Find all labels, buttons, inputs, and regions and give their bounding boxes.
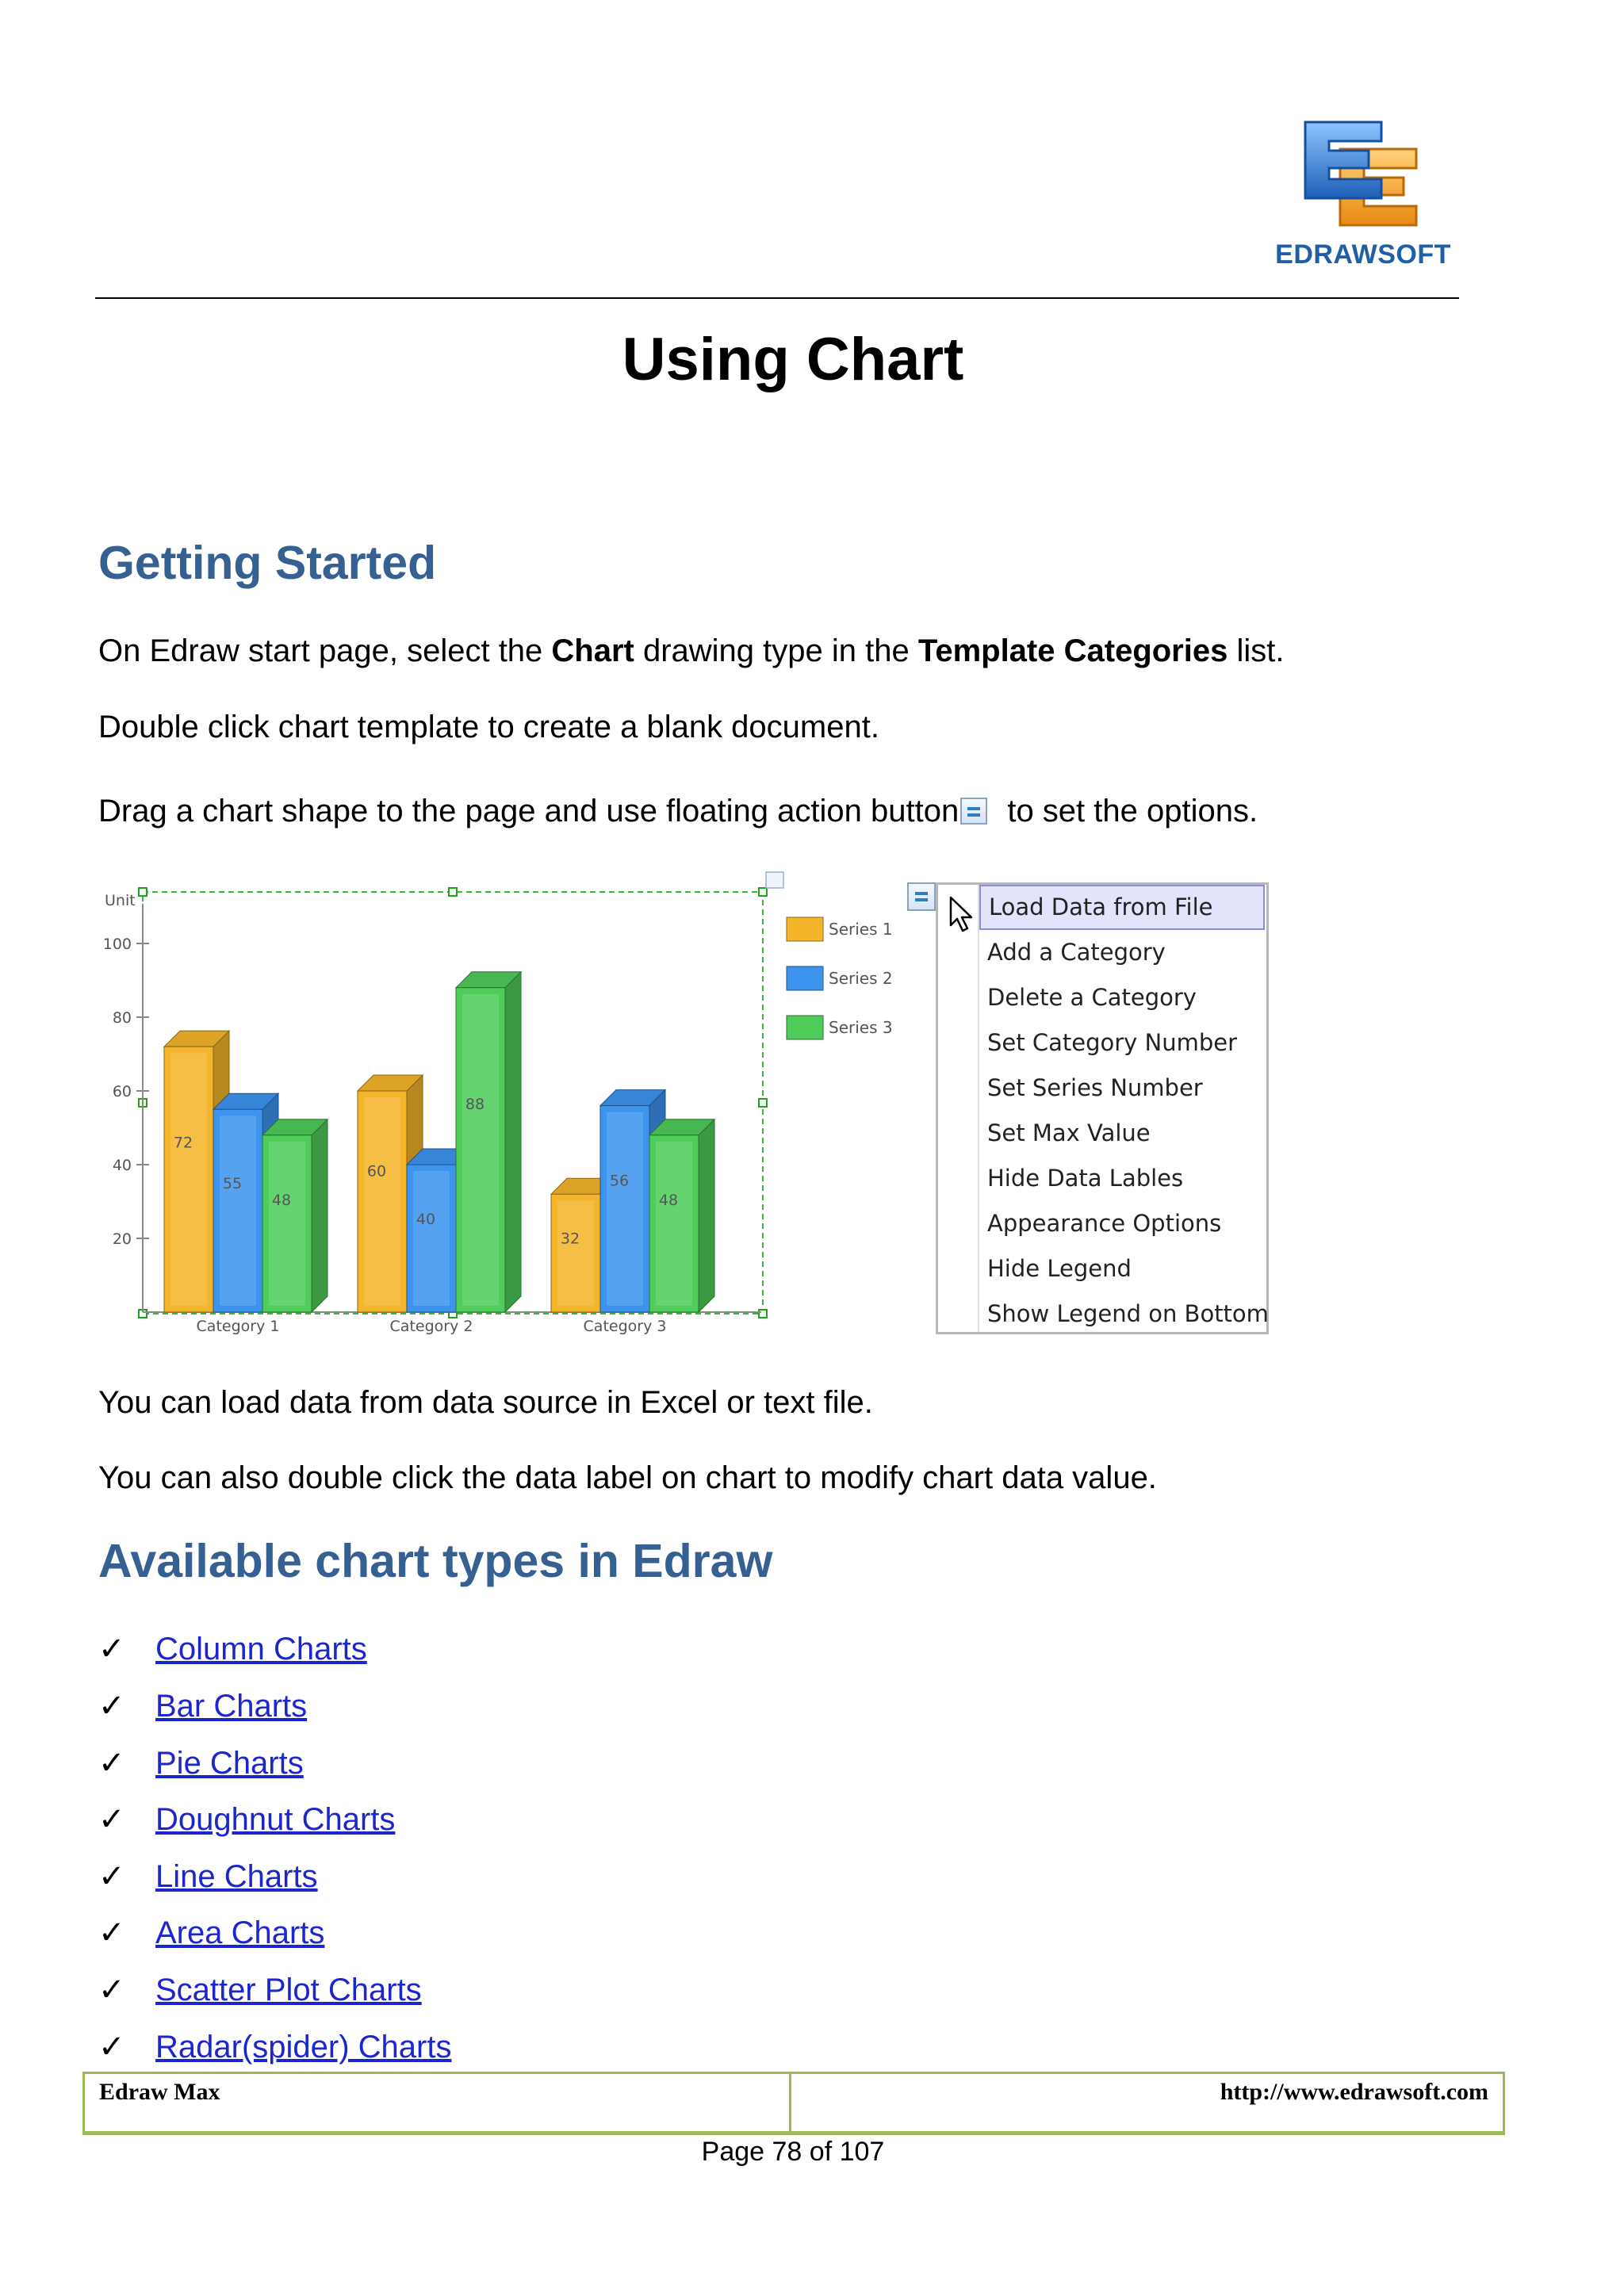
- menu-float-button-icon[interactable]: [907, 882, 936, 911]
- category-label: Category 3: [583, 1318, 667, 1335]
- selection-handle: [759, 888, 767, 896]
- link-radar-charts[interactable]: Radar(spider) Charts: [155, 2030, 452, 2064]
- paragraph-drag-shape: [98, 792, 1258, 830]
- page-footer: [82, 2072, 1505, 2135]
- bar-highlight: [170, 1053, 207, 1306]
- bar-highlight: [557, 1200, 594, 1306]
- menu-item-appearance-options[interactable]: Appearance Options: [987, 1210, 1222, 1237]
- y-axis-label: Unit: [105, 892, 136, 909]
- checkmark-icon: ✓: [98, 1746, 125, 1781]
- bar-highlight: [413, 1171, 450, 1306]
- section-heading-chart-types: Available chart types in Edraw: [98, 1535, 773, 1587]
- list-item: [98, 1627, 367, 1671]
- legend-swatch: [787, 1016, 823, 1039]
- y-tick-label: 100: [102, 936, 132, 953]
- data-label: 60: [366, 1162, 387, 1181]
- paragraph-double-click: Double click chart template to create a blank document.: [98, 710, 879, 744]
- list-item: [98, 2025, 451, 2069]
- bar-highlight: [462, 994, 499, 1306]
- y-tick-label: 60: [112, 1083, 132, 1100]
- paragraph-load-data: You can load data from data source in Excel or text file.: [98, 1385, 873, 1420]
- menu-item-add-category[interactable]: Add a Category: [987, 939, 1166, 966]
- menu-item-load-data[interactable]: Load Data from File: [979, 885, 1265, 930]
- link-bar-charts[interactable]: Bar Charts: [155, 1689, 308, 1724]
- chart-float-button: [766, 872, 783, 888]
- legend-label: Series 3: [829, 1018, 893, 1037]
- link-area-charts[interactable]: Area Charts: [155, 1915, 325, 1950]
- y-tick-label: 20: [112, 1230, 132, 1248]
- menu-item-show-legend-bottom[interactable]: Show Legend on Bottom: [987, 1300, 1269, 1327]
- checkmark-icon: ✓: [98, 1689, 125, 1724]
- data-label: 32: [560, 1230, 580, 1248]
- menu-item-set-category-number[interactable]: Set Category Number: [987, 1029, 1238, 1056]
- link-pie-charts[interactable]: Pie Charts: [155, 1746, 304, 1781]
- data-label: 40: [416, 1211, 436, 1229]
- chart-context-menu: [936, 882, 1269, 1334]
- data-label: 72: [173, 1134, 193, 1152]
- selection-handle: [449, 888, 457, 896]
- bold-text-chart: Chart: [551, 633, 634, 668]
- text-span: list.: [1228, 633, 1285, 668]
- text-span: Drag a chart shape to the page and use floating action button: [98, 794, 959, 828]
- text-span: On Edraw start page, select the: [98, 633, 552, 668]
- checkmark-icon: ✓: [98, 1802, 125, 1837]
- bold-text-template-categories: Template Categories: [917, 633, 1228, 668]
- data-label: 48: [271, 1191, 292, 1209]
- data-label: 55: [222, 1174, 243, 1192]
- bar-side: [505, 972, 521, 1312]
- bar-highlight: [220, 1115, 256, 1306]
- legend-swatch: [787, 917, 823, 941]
- menu-icon-gutter: [938, 885, 979, 1332]
- link-column-charts[interactable]: Column Charts: [155, 1632, 367, 1667]
- column-chart-example: [87, 864, 904, 1340]
- bar-highlight: [269, 1142, 305, 1306]
- y-tick-label: 40: [112, 1157, 132, 1174]
- edrawsoft-logo-icon: [1300, 117, 1427, 232]
- footer-divider: [789, 2074, 791, 2133]
- y-tick-label: 80: [112, 1009, 132, 1027]
- menu-item-hide-data-labels[interactable]: Hide Data Lables: [987, 1165, 1184, 1192]
- data-label: 48: [658, 1191, 679, 1209]
- list-item: [98, 1684, 307, 1728]
- link-scatter-plot-charts[interactable]: Scatter Plot Charts: [155, 1973, 422, 2007]
- page-number: Page 78 of 107: [701, 2137, 885, 2167]
- checkmark-icon: ✓: [98, 2030, 125, 2064]
- category-label: Category 2: [389, 1318, 473, 1335]
- menu-item-set-series-number[interactable]: Set Series Number: [987, 1074, 1203, 1101]
- list-item: [98, 1854, 318, 1899]
- checkmark-icon: ✓: [98, 1632, 125, 1667]
- text-span: drawing type in the: [634, 633, 918, 668]
- menu-item-set-max-value[interactable]: Set Max Value: [987, 1119, 1151, 1146]
- list-item: [98, 1911, 324, 1955]
- footer-product-name: Edraw Max: [99, 2079, 220, 2105]
- mouse-cursor-icon: [948, 895, 975, 933]
- data-label: 56: [609, 1172, 630, 1190]
- menu-item-delete-category[interactable]: Delete a Category: [987, 984, 1197, 1011]
- bar-side: [312, 1119, 327, 1312]
- section-heading-getting-started: Getting Started: [98, 537, 437, 589]
- bar-highlight: [607, 1112, 643, 1306]
- checkmark-icon: ✓: [98, 1973, 125, 2007]
- paragraph-modify-data: You can also double click the data label on chart to modify chart data value.: [98, 1460, 1157, 1495]
- list-item: [98, 1741, 304, 1785]
- legend-label: Series 1: [829, 920, 893, 939]
- checkmark-icon: ✓: [98, 1915, 125, 1950]
- selection-handle: [139, 888, 147, 896]
- data-label: 88: [465, 1096, 485, 1114]
- text-span: to set the options.: [998, 794, 1258, 828]
- paragraph-select-chart: [98, 632, 1284, 670]
- logo-text: EDRAWSOFT: [1275, 239, 1451, 270]
- chart-svg: [87, 864, 904, 1340]
- footer-bottom-rule: [82, 2131, 1505, 2135]
- link-doughnut-charts[interactable]: Doughnut Charts: [155, 1802, 396, 1837]
- menu-item-hide-legend[interactable]: Hide Legend: [987, 1255, 1132, 1282]
- bar-side: [699, 1119, 714, 1312]
- selection-handle: [759, 1310, 767, 1318]
- bar-highlight: [656, 1142, 692, 1306]
- footer-website: http://www.edrawsoft.com: [1220, 2079, 1488, 2105]
- category-label: Category 1: [196, 1318, 280, 1335]
- checkmark-icon: ✓: [98, 1859, 125, 1894]
- list-item: [98, 1968, 422, 2012]
- list-item: [98, 1797, 395, 1842]
- selection-handle: [759, 1099, 767, 1107]
- floating-action-button-icon: [960, 798, 987, 825]
- page-title: Using Chart: [622, 326, 964, 393]
- legend-swatch: [787, 966, 823, 990]
- legend-label: Series 2: [829, 969, 893, 988]
- link-line-charts[interactable]: Line Charts: [155, 1859, 318, 1894]
- header-divider: [95, 297, 1459, 299]
- edrawsoft-logo: [1274, 117, 1453, 276]
- bar-highlight: [364, 1097, 400, 1306]
